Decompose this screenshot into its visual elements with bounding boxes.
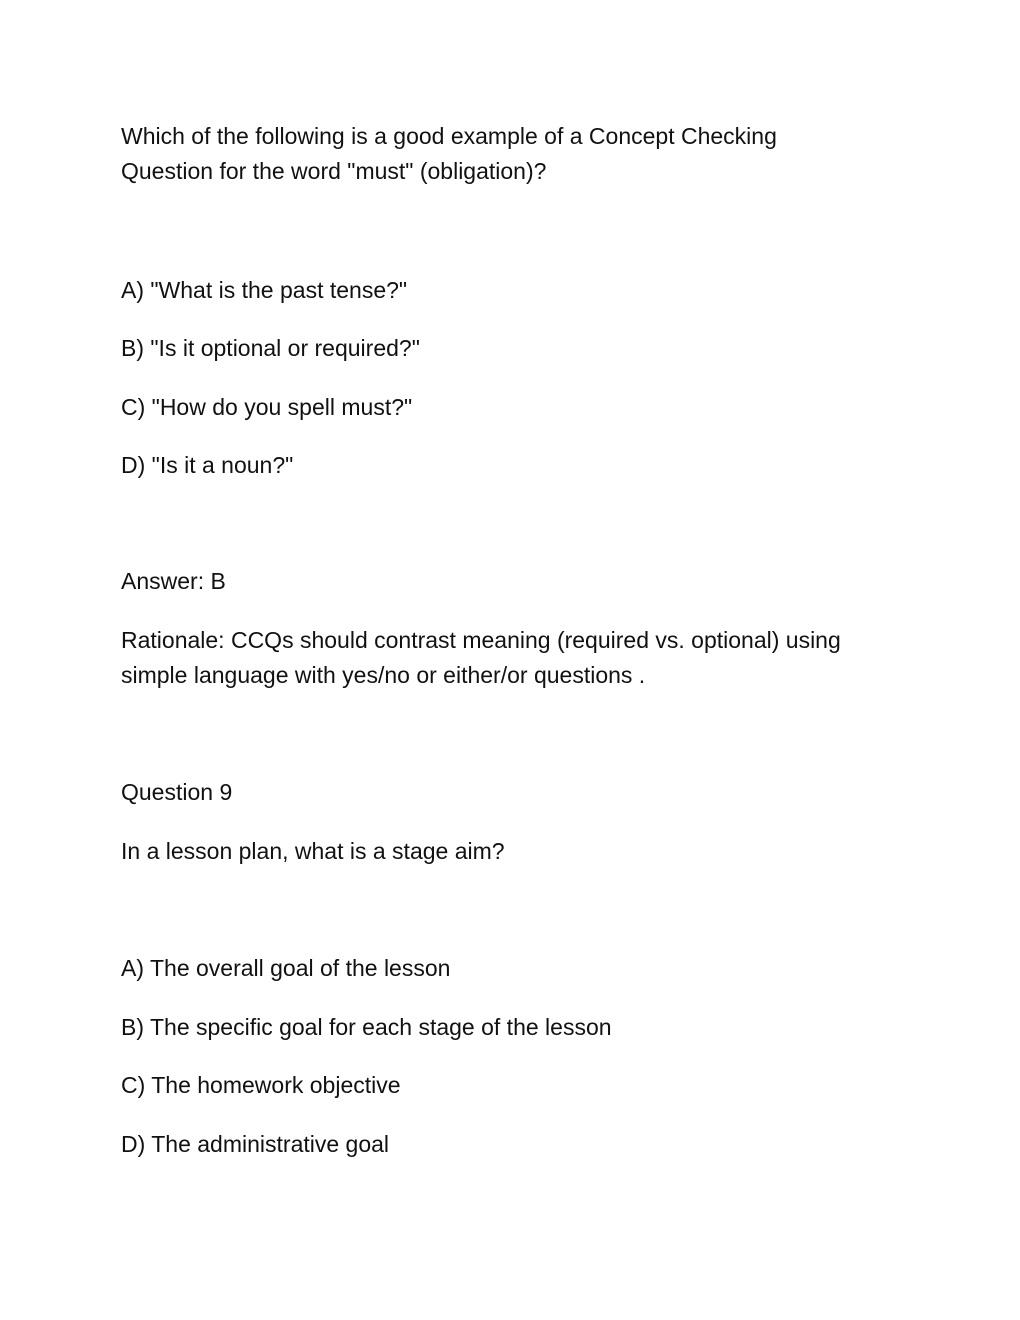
option-c: C) The homework objective	[121, 1072, 401, 1098]
question-stem-line-2: Question for the word "must" (obligation)?	[121, 158, 547, 184]
option-c: C) "How do you spell must?"	[121, 394, 413, 420]
option-a: A) "What is the past tense?"	[121, 277, 408, 303]
question-heading: Question 9	[121, 779, 233, 805]
option-b: B) The specific goal for each stage of the lesson	[121, 1014, 612, 1040]
option-d: D) The administrative goal	[121, 1131, 390, 1157]
question-stem-line-1: Which of the following is a good example of a Concept Checking	[121, 123, 777, 149]
question-stem: In a lesson plan, what is a stage aim?	[121, 838, 505, 864]
option-a: A) The overall goal of the lesson	[121, 955, 451, 981]
option-d: D) "Is it a noun?"	[121, 452, 294, 478]
rationale-line-2: simple language with yes/no or either/or questions .	[121, 662, 646, 688]
answer-line: Answer: B	[121, 568, 226, 594]
rationale-line-1: Rationale: CCQs should contrast meaning (required vs. optional) using	[121, 627, 841, 653]
option-b: B) "Is it optional or required?"	[121, 335, 420, 361]
